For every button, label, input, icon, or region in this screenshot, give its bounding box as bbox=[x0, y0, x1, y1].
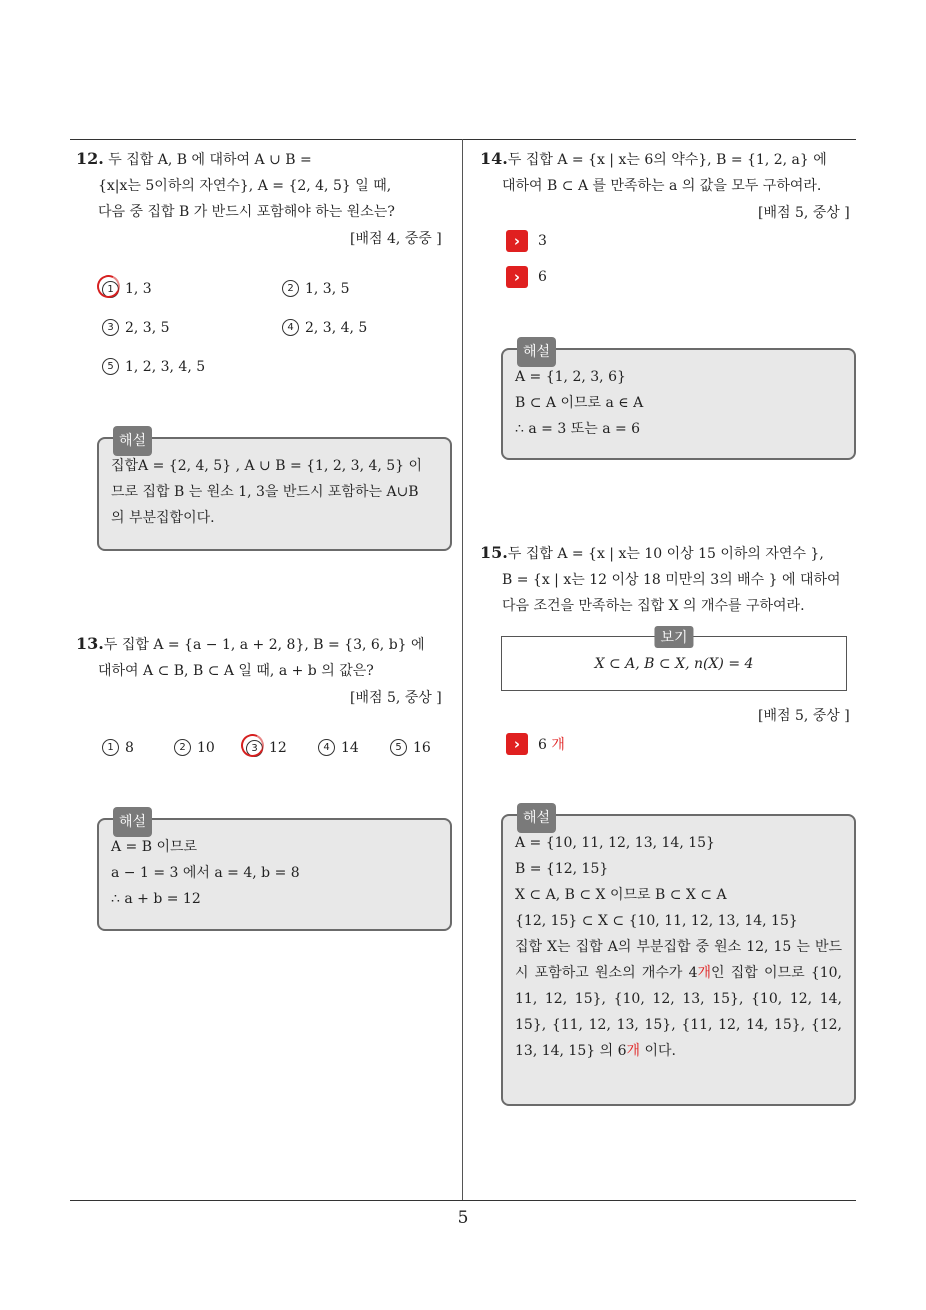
answer-item bbox=[506, 230, 547, 252]
choice-text: 1, 3 bbox=[125, 281, 152, 297]
answer-unit: 개 bbox=[551, 737, 565, 753]
column-divider bbox=[462, 139, 463, 1201]
question-text: 두 집합 A, B 에 대하여 A ∪ B = bbox=[108, 152, 312, 168]
solution-box bbox=[97, 433, 452, 551]
solution-line: A = {10, 11, 12, 13, 14, 15} bbox=[515, 835, 715, 851]
answer-mark-icon bbox=[102, 280, 119, 298]
answer-mark-icon bbox=[246, 739, 263, 757]
solution-unit: 개 bbox=[697, 965, 712, 981]
solution-line: ∴ a + b = 12 bbox=[111, 891, 201, 907]
solution-line: A = {1, 2, 3, 6} bbox=[515, 369, 626, 385]
question-number: 14. bbox=[480, 149, 508, 168]
choice-5[interactable] bbox=[102, 358, 205, 375]
condition-tag: 보기 bbox=[654, 626, 693, 648]
question-text: 다음 조건을 만족하는 집합 X 의 개수를 구하여라. bbox=[502, 598, 805, 614]
solution-line: ∴ a = 3 또는 a = 6 bbox=[515, 421, 641, 437]
solution-box bbox=[501, 344, 856, 460]
answer-arrow-icon: › bbox=[506, 266, 528, 288]
question-text: {x|x는 5이하의 자연수}, A = {2, 4, 5} 일 때, bbox=[98, 178, 392, 194]
solution-line: B = {12, 15} bbox=[515, 861, 609, 877]
choice-number: 5 bbox=[390, 739, 407, 756]
solution-unit: 개 bbox=[626, 1043, 641, 1059]
choice-number: 5 bbox=[102, 358, 119, 375]
choice-2[interactable] bbox=[282, 280, 350, 297]
choice-number: 3 bbox=[102, 319, 119, 336]
question-text: 두 집합 A = {x | x는 6의 약수}, B = {1, 2, a} 에 bbox=[507, 152, 827, 168]
solution-line: 므로 집합 B 는 원소 1, 3을 반드시 포함하는 A∪B bbox=[111, 484, 419, 500]
answer-text: 3 bbox=[538, 233, 547, 249]
solution-line: 의 부분집합이다. bbox=[111, 510, 215, 526]
question-text: 두 집합 A = {a − 1, a + 2, 8}, B = {3, 6, b} 에 bbox=[103, 637, 425, 653]
solution-line: {12, 15} ⊂ X ⊂ {10, 11, 12, 13, 14, 15} bbox=[515, 913, 798, 929]
choice-text: 14 bbox=[341, 739, 359, 756]
choice-5[interactable] bbox=[390, 739, 431, 756]
answer-arrow-icon: › bbox=[506, 230, 528, 252]
page-number: 5 bbox=[457, 1208, 469, 1228]
question-text: 다음 중 집합 B 가 반드시 포함해야 하는 원소는? bbox=[98, 204, 395, 220]
solution-tag: 해설 bbox=[517, 803, 556, 833]
choice-text: 8 bbox=[125, 739, 134, 756]
solution-paragraph bbox=[515, 934, 842, 1064]
question-14 bbox=[480, 146, 858, 199]
choice-4[interactable] bbox=[282, 319, 367, 336]
choice-text: 16 bbox=[413, 739, 431, 756]
solution-text: 이다. bbox=[640, 1043, 676, 1059]
solution-text: 인 집합 이므로 {10, 11, 12, 15}, {10, 12, 13, 15}, {10, 12, 14, 15}, {11, 12, 13, 15}, {11, 12, 14, 15}, {12, 13, 14, 15} 의 6 bbox=[515, 965, 842, 1059]
question-number: 15. bbox=[480, 543, 508, 562]
top-rule bbox=[70, 139, 856, 140]
choice-number: 4 bbox=[282, 319, 299, 336]
choice-text: 1, 3, 5 bbox=[305, 280, 350, 297]
answer-arrow-icon: › bbox=[506, 733, 528, 755]
question-number: 13. bbox=[76, 634, 104, 653]
bottom-rule bbox=[70, 1200, 856, 1201]
score-label: [배점 5, 중상 ] bbox=[758, 205, 850, 221]
solution-tag: 해설 bbox=[517, 337, 556, 367]
choice-number: 4 bbox=[318, 739, 335, 756]
choice-text: 2, 3, 5 bbox=[125, 319, 170, 336]
solution-tag: 해설 bbox=[113, 426, 152, 456]
question-text: 대하여 B ⊂ A 를 만족하는 a 의 값을 모두 구하여라. bbox=[502, 178, 822, 194]
choice-text: 12 bbox=[269, 740, 287, 756]
choice-text: 2, 3, 4, 5 bbox=[305, 319, 368, 336]
condition-text: X ⊂ A, B ⊂ X, n(X) = 4 bbox=[594, 655, 754, 672]
answer-item bbox=[506, 266, 547, 288]
solution-line: B ⊂ A 이므로 a ∈ A bbox=[515, 395, 644, 411]
solution-line: X ⊂ A, B ⊂ X 이므로 B ⊂ X ⊂ A bbox=[515, 887, 727, 903]
solution-box bbox=[501, 810, 856, 1106]
choice-3[interactable] bbox=[102, 319, 170, 336]
choice-1[interactable] bbox=[102, 739, 134, 756]
solution-line: 집합A = {2, 4, 5} , A ∪ B = {1, 2, 3, 4, 5} 이 bbox=[111, 458, 423, 474]
question-15 bbox=[480, 540, 858, 619]
question-text: B = {x | x는 12 이상 18 미만의 3의 배수 } 에 대하여 bbox=[502, 572, 841, 588]
condition-box bbox=[501, 630, 847, 691]
answer-text: 6 bbox=[538, 269, 547, 285]
answer-item bbox=[506, 733, 565, 755]
solution-line: a − 1 = 3 에서 a = 4, b = 8 bbox=[111, 865, 300, 881]
score-label: [배점 5, 중상 ] bbox=[758, 708, 850, 724]
score-label: [배점 5, 중상 ] bbox=[350, 690, 442, 706]
choice-number: 2 bbox=[282, 280, 299, 297]
choice-text: 1, 2, 3, 4, 5 bbox=[125, 358, 206, 375]
choice-text: 10 bbox=[197, 739, 215, 756]
answer-text: 6 bbox=[538, 737, 547, 753]
solution-text: 집합 X는 집합 A의 부분집합 중 원소 12, 15 는 반드시 포함하고 원소의 개수가 4 bbox=[515, 939, 842, 981]
question-number: 12. bbox=[76, 149, 104, 168]
solution-tag: 해설 bbox=[113, 807, 152, 837]
choice-3[interactable] bbox=[246, 739, 287, 757]
choice-number: 1 bbox=[102, 739, 119, 756]
question-13 bbox=[76, 631, 454, 684]
choice-number: 1 bbox=[102, 281, 119, 298]
question-12 bbox=[76, 146, 454, 225]
solution-line: A = B 이므로 bbox=[111, 839, 198, 855]
choice-number: 2 bbox=[174, 739, 191, 756]
score-label: [배점 4, 중중 ] bbox=[350, 231, 442, 247]
choice-1[interactable] bbox=[102, 280, 152, 298]
choice-2[interactable] bbox=[174, 739, 215, 756]
question-text: 대하여 A ⊂ B, B ⊂ A 일 때, a + b 의 값은? bbox=[98, 663, 374, 679]
choice-4[interactable] bbox=[318, 739, 359, 756]
choice-number: 3 bbox=[246, 740, 263, 757]
question-text: 두 집합 A = {x | x는 10 이상 15 이하의 자연수 }, bbox=[507, 546, 824, 562]
solution-box bbox=[97, 814, 452, 931]
